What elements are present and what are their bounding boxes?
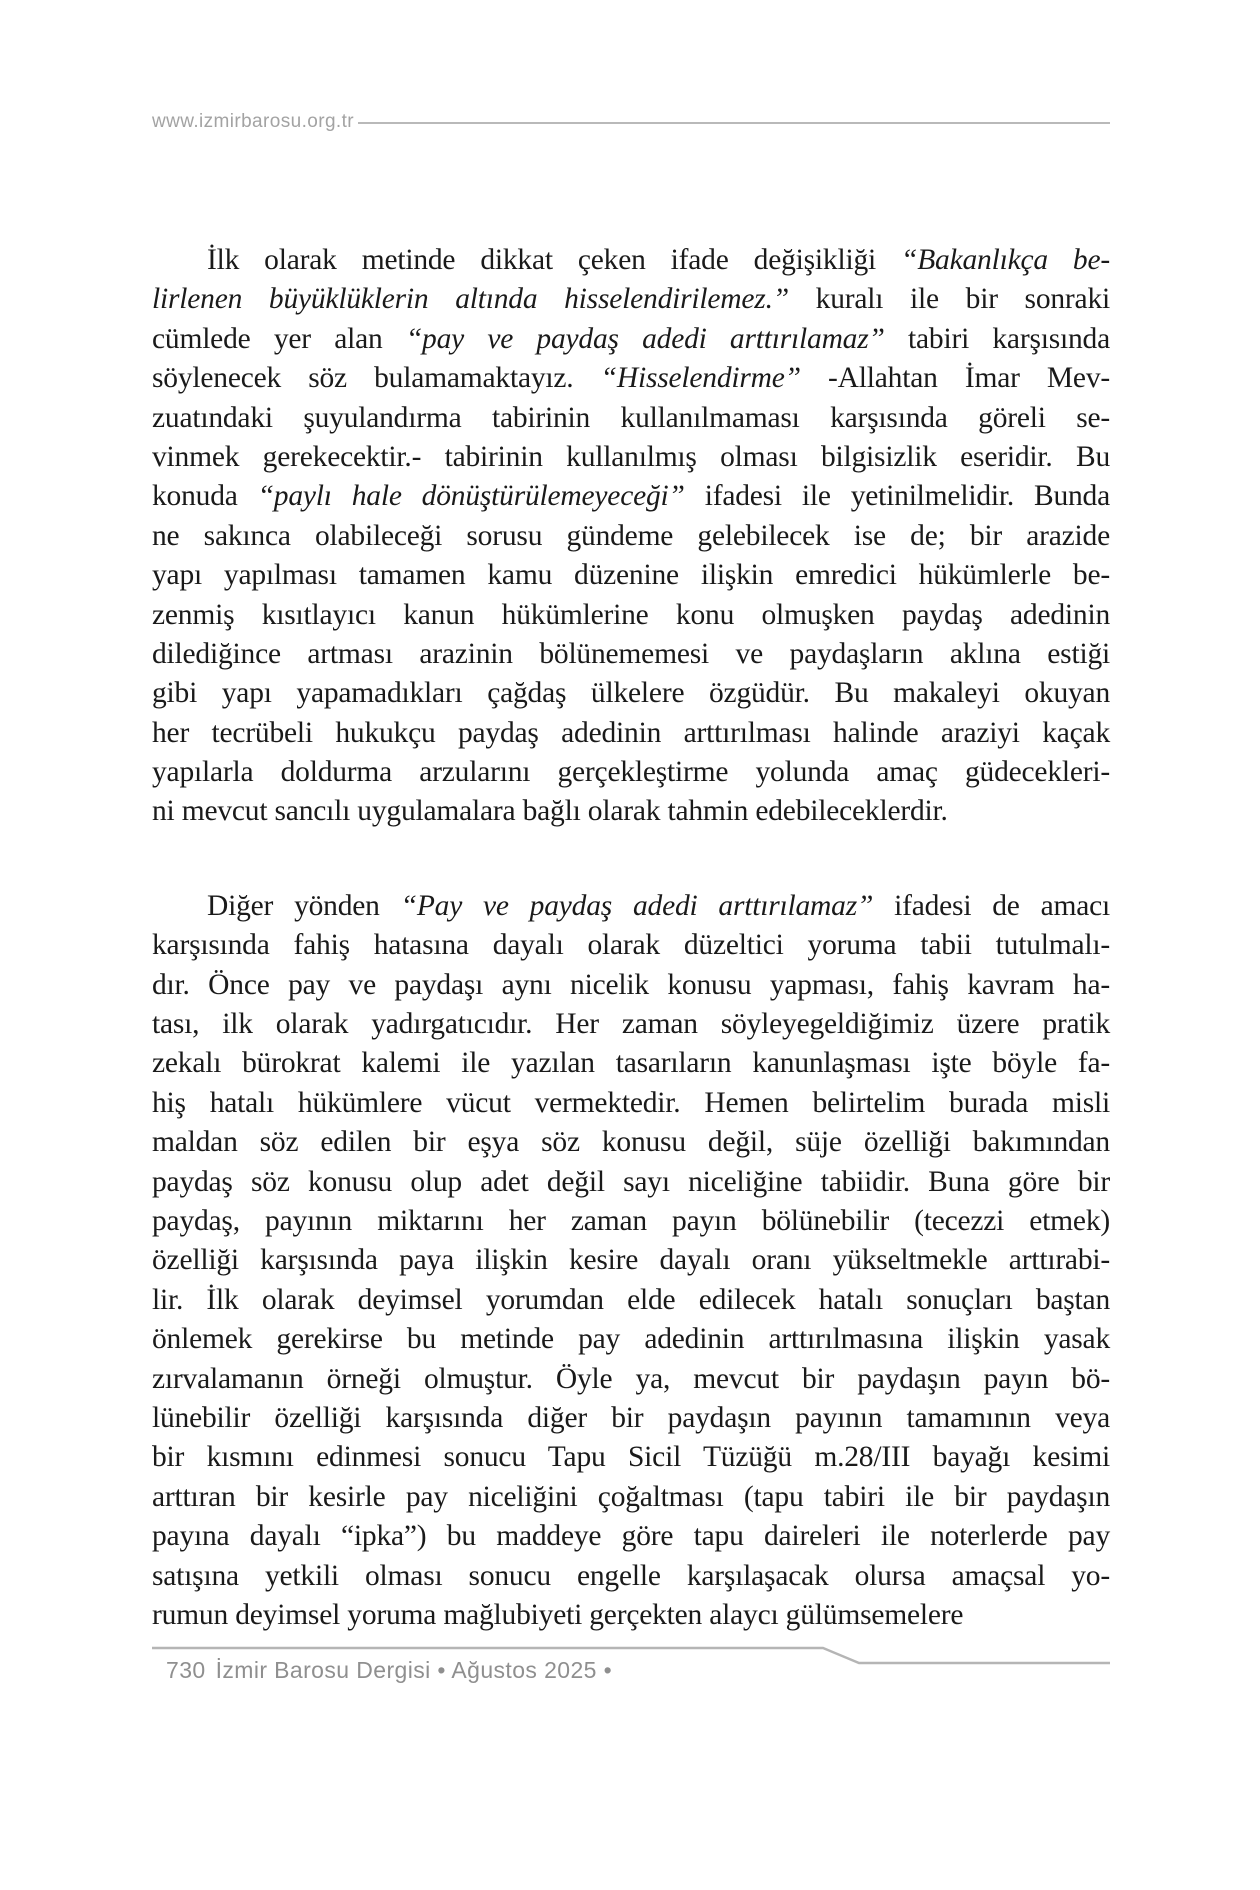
website-url: www.izmirbarosu.org.tr [152, 111, 355, 132]
body-text-segment: vinmek gerekecektir.- tabirinin kullanılmış olması bilgisizlik eseridir. Bu [152, 440, 1110, 473]
body-text-segment: yapı yapılması tamamen kamu düzenine ilişkin emredici hükümlerle be- [152, 559, 1110, 592]
text-line [152, 1360, 1110, 1399]
body-text-segment: maldan söz edilen bir eşya söz konusu değil, süje özelliği bakımından [152, 1126, 1110, 1159]
header-rule [358, 122, 1110, 124]
paragraph [152, 887, 1110, 1635]
body-text-segment: hiş hatalı hükümlere vücut vermektedir. Hemen belirtelim burada misli [152, 1086, 1110, 1119]
text-line [152, 966, 1110, 1005]
body-text-segment: paydaş, payının miktarını her zaman payın bölünebilir (tecezzi etmek) [152, 1204, 1110, 1237]
body-text [152, 241, 1110, 1635]
body-text-segment: lünebilir özelliği karşısında diğer bir paydaşın payının tamamının veya [152, 1401, 1110, 1434]
body-text-segment: gibi yapı yapamadıkları çağdaş ülkelere özgüdür. Bu makaleyi okuyan [152, 677, 1110, 710]
body-text-segment: söylenecek söz bulamamaktayız. [152, 362, 601, 395]
text-line [152, 753, 1110, 792]
body-text-segment: ifadesi ile yetinilmelidir. Bunda [684, 480, 1110, 513]
text-line [152, 477, 1110, 516]
body-text-segment: -Allahtan İmar Mev- [800, 362, 1110, 395]
body-text-segment: cümlede yer alan [152, 322, 406, 355]
page-number: 730 [166, 1657, 206, 1683]
text-line [152, 399, 1110, 438]
quoted-italic-text: lirlenen büyüklüklerin altında hisselendirilemez.” [152, 283, 789, 316]
text-line [152, 1478, 1110, 1517]
text-line [152, 714, 1110, 753]
text-line [152, 1163, 1110, 1202]
body-text-segment: İlk olarak metinde dikkat çeken ifade değişikliği [207, 244, 902, 276]
page-footer [152, 1645, 1110, 1691]
text-line [152, 241, 1110, 280]
body-text-segment: kuralı ile bir sonraki [788, 283, 1110, 316]
page-header [152, 111, 1110, 133]
footer-text [166, 1657, 612, 1684]
text-line [152, 359, 1110, 398]
text-line [152, 556, 1110, 595]
text-line [152, 1438, 1110, 1477]
text-line [152, 635, 1110, 674]
text-line [152, 792, 1110, 831]
body-text-segment: arttıran bir kesirle pay niceliğini çoğaltması (tapu tabiri ile bir paydaşın [152, 1480, 1110, 1513]
body-text-segment: zekalı bürokrat kalemi ile yazılan tasarıların kanunlaşması işte böyle fa- [152, 1047, 1110, 1080]
text-line [152, 1281, 1110, 1320]
body-text-segment: rumun deyimsel yoruma mağlubiyeti gerçekten alaycı gülümsemelere [152, 1598, 964, 1631]
body-text-segment: ne sakınca olabileceği sorusu gündeme gelebilecek ise de; bir arazide [152, 519, 1110, 552]
body-text-segment: zenmiş kısıtlayıcı kanun hükümlerine konu olmuşken paydaş adedinin [152, 598, 1110, 631]
text-line [152, 280, 1110, 319]
body-text-segment: özelliği karşısında paya ilişkin kesire dayalı oranı yükseltmekle arttırabi- [152, 1244, 1110, 1277]
body-text-segment: lir. İlk olarak deyimsel yorumdan elde edilecek hatalı sonuçları baştan [152, 1283, 1110, 1316]
quoted-italic-text: “paylı hale dönüştürülemeyeceği” [257, 480, 685, 513]
text-line [152, 887, 1110, 926]
text-line [152, 1399, 1110, 1438]
body-text-segment: karşısında fahiş hatasına dayalı olarak düzeltici yoruma tabii tutulmalı- [152, 929, 1110, 962]
quoted-italic-text: “Bakanlıkça be- [901, 244, 1110, 276]
text-line [152, 1202, 1110, 1241]
text-line [152, 1320, 1110, 1359]
text-line [152, 1596, 1110, 1635]
text-line [152, 1241, 1110, 1280]
body-text-segment: dilediğince artması arazinin bölünememesi ve paydaşların aklına estiği [152, 637, 1110, 670]
text-line [152, 926, 1110, 965]
text-line [152, 1044, 1110, 1083]
body-text-segment: zırvalamanın örneği olmuştur. Öyle ya, mevcut bir paydaşın payın bö- [152, 1362, 1110, 1395]
body-text-segment: paydaş söz konusu olup adet değil sayı niceliğine tabiidir. Buna göre bir [152, 1165, 1110, 1198]
text-line [152, 438, 1110, 477]
quoted-italic-text: “Hisselendirme” [600, 362, 801, 395]
body-text-segment: ifadesi de amacı [873, 889, 1110, 922]
quoted-italic-text: “Pay ve paydaş adedi arttırılamaz” [400, 889, 874, 922]
body-text-segment: konuda [152, 480, 258, 513]
text-line [152, 674, 1110, 713]
text-line [152, 596, 1110, 635]
body-text-segment: zuatındaki şuyulandırma tabirinin kullanılmaması karşısında göreli se- [152, 401, 1110, 434]
text-line [152, 320, 1110, 359]
text-line [152, 1517, 1110, 1556]
body-text-segment: tabiri karşısında [884, 322, 1110, 355]
body-text-segment: tası, ilk olarak yadırgatıcıdır. Her zaman söyleyegeldiğimiz üzere pratik [152, 1008, 1110, 1041]
text-line [152, 1123, 1110, 1162]
journal-issue-label: İzmir Barosu Dergisi • Ağustos 2025 • [215, 1657, 613, 1683]
body-text-segment: yapılarla doldurma arzularını gerçekleştirme yolunda amaç güdecekleri- [152, 756, 1110, 789]
body-text-segment: önlemek gerekirse bu metinde pay adedinin arttırılmasına ilişkin yasak [152, 1323, 1110, 1356]
text-line [152, 517, 1110, 556]
body-text-segment: bir kısmını edinmesi sonucu Tapu Sicil Tüzüğü m.28/III bayağı kesimi [152, 1441, 1110, 1474]
body-text-segment: ni mevcut sancılı uygulamalara bağlı olarak tahmin edebileceklerdir. [152, 795, 948, 828]
text-line [152, 1005, 1110, 1044]
text-line [152, 1084, 1110, 1123]
quoted-italic-text: “pay ve paydaş adedi arttırılamaz” [405, 322, 885, 355]
paragraph [152, 241, 1110, 832]
body-text-segment: her tecrübeli hukukçu paydaş adedinin arttırılması halinde araziyi kaçak [152, 716, 1110, 749]
text-line [152, 1557, 1110, 1596]
body-text-segment: dır. Önce pay ve paydaşı aynı nicelik konusu yapması, fahiş kavram ha- [152, 968, 1110, 1001]
body-text-segment: satışına yetkili olması sonucu engelle karşılaşacak olursa amaçsal yo- [152, 1559, 1110, 1592]
body-text-segment: payına dayalı “ipka”) bu maddeye göre tapu daireleri ile noterlerde pay [152, 1520, 1110, 1553]
body-text-segment: Diğer yönden [207, 889, 401, 922]
